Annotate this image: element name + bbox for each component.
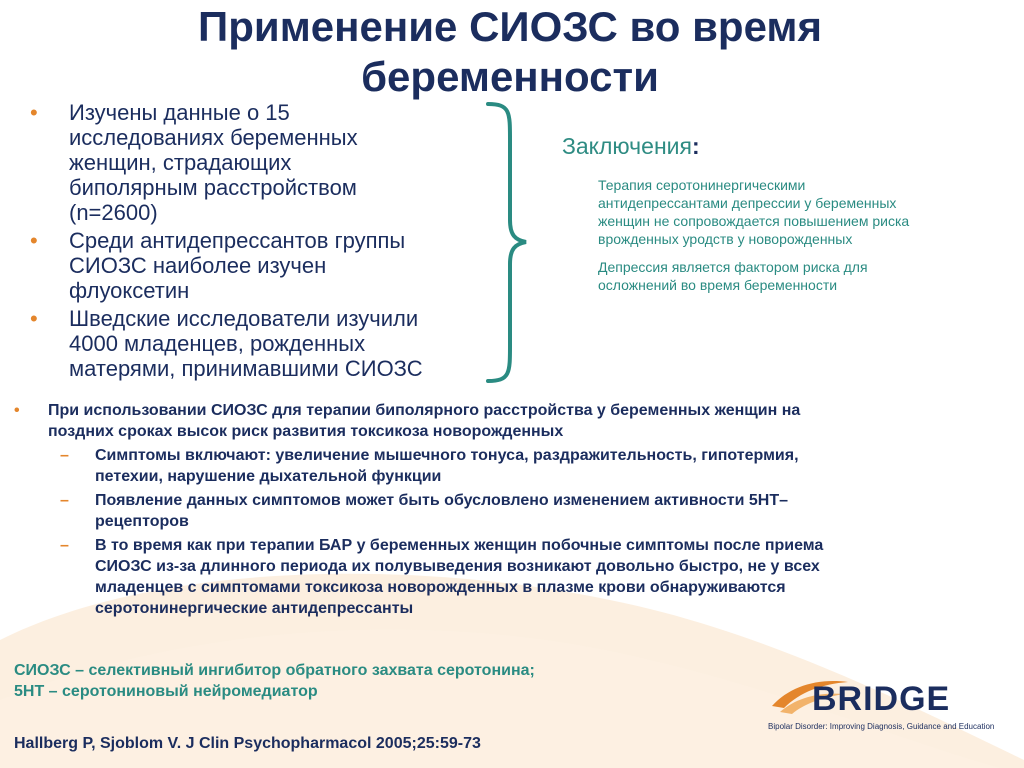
abbreviations	[14, 660, 535, 702]
bullet-text-line: флуоксетин	[69, 278, 190, 303]
conclusion-line: врожденных уродств у новорожденных	[598, 231, 853, 247]
bullet-text-line: женщин, страдающих	[69, 150, 292, 175]
bullet-text-line: 4000 младенцев, рожденных	[69, 331, 366, 356]
study-bullet-list	[30, 100, 500, 384]
sub-point	[14, 535, 1014, 619]
conclusion-line: Депрессия является фактором риска для	[598, 259, 868, 275]
conclusions-heading-colon: :	[691, 133, 700, 159]
bullet-item	[30, 306, 500, 381]
bullet-item	[30, 228, 500, 303]
dash-marker: –	[60, 447, 69, 464]
conclusions-heading-text: Заключения	[562, 133, 692, 159]
sub-point	[14, 490, 1014, 532]
main-point	[14, 400, 1014, 442]
conclusions-heading	[562, 133, 700, 160]
bridge-logo	[770, 672, 1010, 742]
conclusion-paragraph	[598, 258, 988, 294]
sub-point-line: Появление данных симптомов может быть обусловлено изменением активности 5НТ–	[95, 492, 789, 509]
dash-marker: –	[60, 537, 69, 554]
bullet-marker: •	[30, 228, 38, 253]
abbreviation-line: СИОЗС – селективный ингибитор обратного захвата серотонина;	[14, 662, 535, 679]
conclusion-line: женщин не сопровождается повышением риска	[598, 213, 910, 229]
sub-point-line: СИОЗС из-за длинного периода их полувыведения возникают довольно быстро, не у всех	[95, 558, 820, 575]
citation-reference: Hallberg P, Sjoblom V. J Clin Psychopharmacol 2005;25:59-73	[14, 735, 481, 752]
conclusion-paragraph	[598, 176, 988, 248]
bullet-marker: •	[14, 402, 20, 419]
sub-point-line: В то время как при терапии БАР у беременных женщин побочные симптомы после приема	[95, 537, 824, 554]
sub-point-line: рецепторов	[95, 513, 189, 530]
bullet-text-line: исследованиях беременных	[69, 125, 358, 150]
sub-point-line: младенцев с симптомами токсикоза новорожденных в плазме крови обнаруживаются	[95, 579, 786, 596]
conclusion-line: осложнений во время беременности	[598, 277, 838, 293]
bullet-text-line: матерями, принимавшими СИОЗС	[69, 356, 423, 381]
curly-brace-icon	[480, 100, 530, 385]
main-findings	[14, 400, 1014, 619]
slide-title-line-1: Применение СИОЗС во время	[198, 3, 822, 50]
bullet-text-line: (n=2600)	[69, 200, 158, 225]
dash-marker: –	[60, 492, 69, 509]
bullet-text-line: Изучены данные о 15	[69, 100, 290, 125]
sub-point-line: серотонинергические антидепрессанты	[95, 600, 414, 617]
slide-title-line-2: беременности	[361, 53, 659, 100]
bullet-text-line: биполярным расстройством	[69, 175, 357, 200]
sub-point-line: петехии, нарушение дыхательной функции	[95, 468, 442, 485]
logo-tagline: Bipolar Disorder: Improving Diagnosis, Guidance and Education	[768, 722, 995, 731]
logo-wordmark: BRIDGE	[812, 680, 951, 718]
bullet-text-line: Шведские исследователи изучили	[69, 306, 419, 331]
sub-point	[14, 445, 1014, 487]
bullet-item	[30, 100, 500, 225]
conclusion-line: антидепрессантами депрессии у беременных	[598, 195, 897, 211]
bullet-marker: •	[30, 306, 38, 331]
bullet-text-line: Среди антидепрессантов группы	[69, 228, 406, 253]
bullet-marker: •	[30, 100, 38, 125]
conclusion-line: Терапия серотонинергическими	[598, 177, 806, 193]
bullet-text-line: СИОЗС наиболее изучен	[69, 253, 327, 278]
slide-title	[60, 2, 960, 102]
sub-point-line: Симптомы включают: увеличение мышечного тонуса, раздражительность, гипотермия,	[95, 447, 799, 464]
abbreviation-line: 5НТ – серотониновый нейромедиатор	[14, 683, 318, 700]
main-point-line: При использовании СИОЗС для терапии биполярного расстройства у беременных женщин на	[48, 402, 801, 419]
main-point-line: поздних сроках высок риск развития токсикоза новорожденных	[48, 423, 564, 440]
